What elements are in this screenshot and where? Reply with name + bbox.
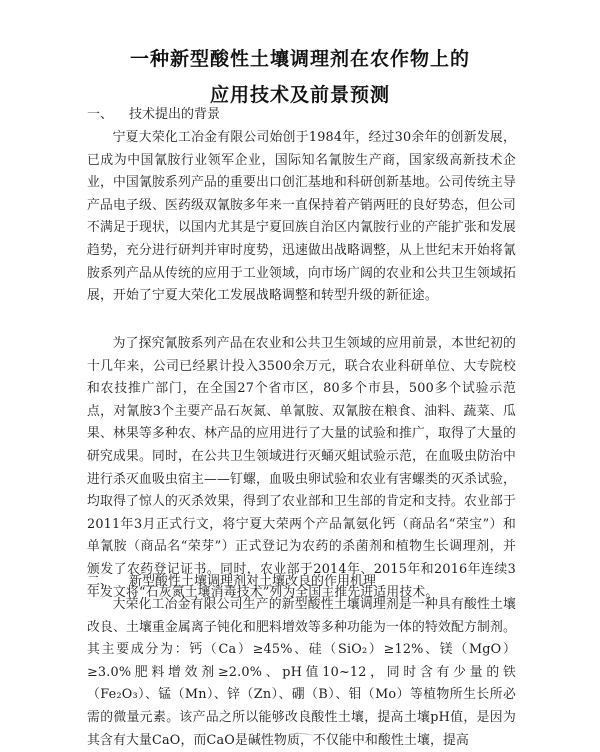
section-1-heading [87,104,220,126]
section-2-paragraph-1: 大荣化工冶金有限公司生产的新型酸性土壤调理剂是一种具有酸性土壤改良、土壤重金属离子钝化和肥料增效等多种功能为一体的特效配方制剂。其主要成分为：钙（Ca）≥45%、硅（SiO₂）≥12%、镁（MgO）≥3.0%肥料增效剂≥2.0%、pH值10~12，同时含有少量的铁（Fe₂O₃）、锰（Mn）、锌（Zn）、硼（B）、钼（Mo）等植物所生长所必需的微量元素。该产品之所以能够改良酸性土壤，提高土壤pH值，是因为其含有大量CaO，而CaO是碱性物质，不仅能中和酸性土壤，提高 [87,597,516,748]
section-1-number: 一、 [87,107,114,122]
section-1-paragraph-1: 宁夏大荣化工冶金有限公司始创于1984年，经过30余年的创新发展，已成为中国氰胺行业领军企业，国际知名氰胺生产商，国家级高新技术企业，中国氰胺系列产品的重要出口创汇基地和科研创新基地。公司传统主导产品电子级、医药级双氰胺多年来一直保持着产销两旺的良好势态，但公司不满足于现状，以国内尤其是宁夏回族自治区内氰胺行业的产能扩张和发展趋势，充分进行研判并审时度势，迅速做出战略调整，从上世纪末开始将氰胺系列产品从传统的应用于工业领域，向市场广阔的农业和公共卫生领域拓展，开始了宁夏大荣化工发展战略调整和转型升级的新征途。 [87,130,516,304]
section-1-title: 技术提出的背景 [129,107,221,122]
section-2-title: 新型酸性土壤调理剂对土壤改良的作用机理 [129,574,377,589]
document-title-line-2: 应用技术及前景预测 [209,84,390,106]
section-2-number: 二、 [87,574,114,589]
section-2-heading [87,571,376,593]
document-title-line-1: 一种新型酸性土壤调理剂在农作物上的 [129,48,470,70]
section-1-paragraph-2: 为了探究氰胺系列产品在农业和公共卫生领域的应用前景，本世纪初的十几年来，公司已经累计投入3500余万元，联合农业科研单位、大专院校和农技推广部门，在全国27个省市区，80多个市县，500多个试验示范点，对氰胺3个主要产品石灰氮、单氰胺、双氰胺在粮食、油料、蔬菜、瓜果、林果等多种农、林产品的应用进行了大量的试验和推广，取得了大量的研究成果。同时，在公共卫生领域进行灭蛹灭蛆试验示范，在血吸虫防治中进行杀灭血吸虫宿主——钉螺，血吸虫卵试验和农业有害螺类的灭杀试验，均取得了惊人的灭杀效果，得到了农业部和卫生部的肯定和支持。农业部于2011年3月正式行文，将宁夏大荣两个产品氰氨化钙（商品名“荣宝”）和单氰胺（商品名“荣芽”）正式登记为农药的杀菌剂和植物生长调理剂，并颁发了农药登记证书。同时，农业部于2014年、2015年和2016年连续3年发文将“石灰氮土壤消毒技术”列为全国主推先进适用技术。 [87,336,516,600]
